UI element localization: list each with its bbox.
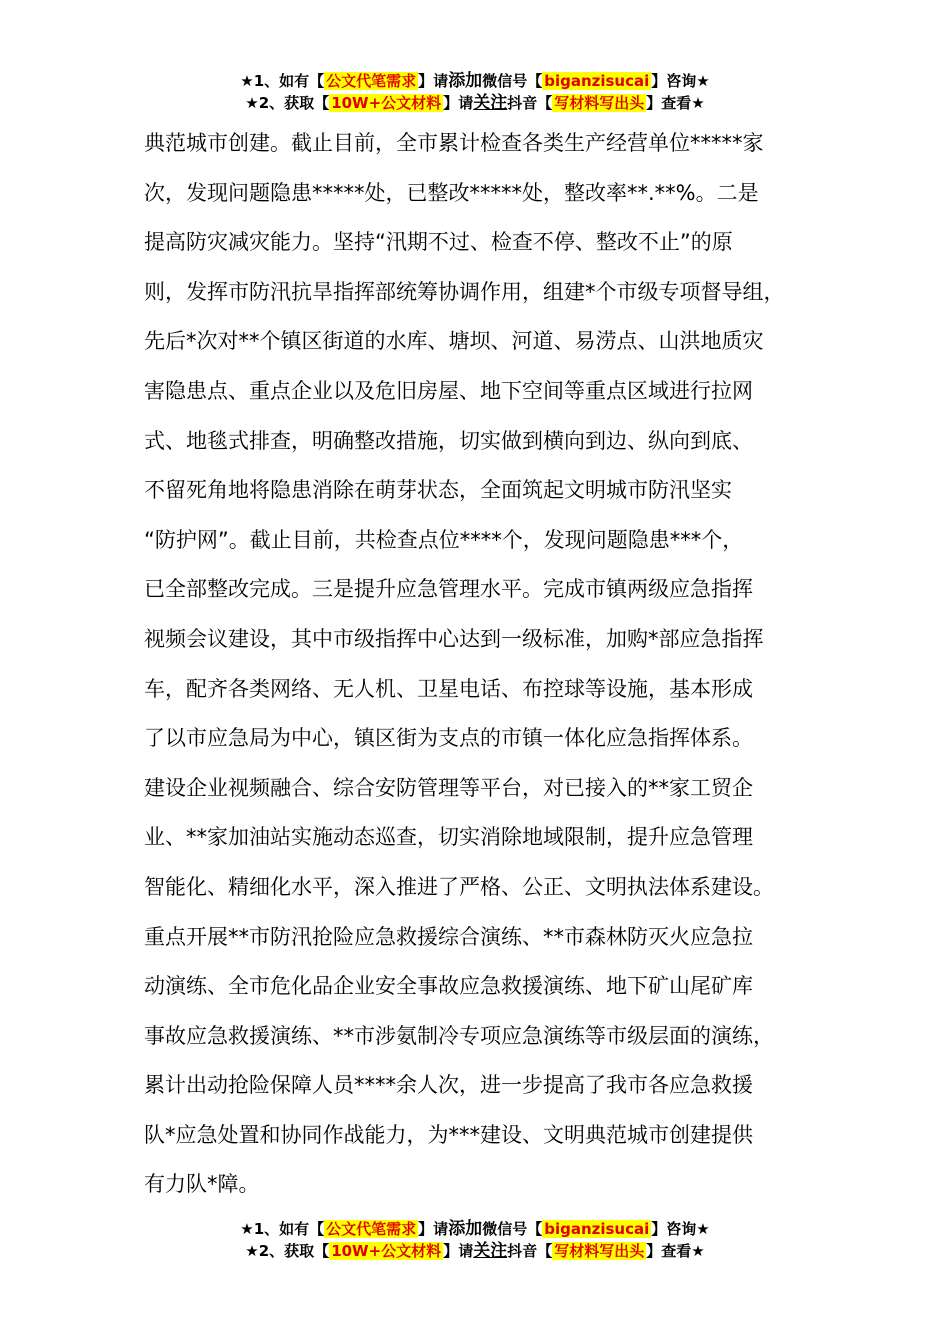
document-body <box>144 119 824 1210</box>
text-line: 提高防灾减灾能力。坚持“汛期不过、检查不停、整改不止”的原 <box>144 230 733 255</box>
banner-line-2 <box>0 92 950 114</box>
text-line: 车，配齐各类网络、无人机、卫星电话、布控球等设施，基本形成 <box>144 676 753 701</box>
text-line: 典范城市创建。截止目前，全市累计检查各类生产经营单位*****家 <box>144 131 764 155</box>
footer-banner <box>0 1218 950 1262</box>
banner-text: 抖音【 <box>507 1242 553 1260</box>
text-line: 视频会议建设，其中市级指挥中心达到一级标准，加购*部应急指挥 <box>144 626 764 651</box>
banner-highlight: 公文代笔需求 <box>326 72 417 90</box>
banner-highlight: 10W+公文材料 <box>331 1242 442 1260</box>
banner-emphasis: 添加 <box>448 1219 483 1239</box>
banner-highlight: 写材料写出头 <box>554 94 645 112</box>
banner-line-1 <box>0 70 950 92</box>
banner-line-2 <box>0 1240 950 1262</box>
text-line: 建设企业视频融合、综合安防管理等平台，对已接入的**家工贸企 <box>144 775 753 800</box>
banner-text: ★2、获取【 <box>245 1242 330 1260</box>
banner-text: ★1、如有【 <box>240 1220 325 1238</box>
banner-text: 】查看★ <box>646 94 705 112</box>
text-line: 则，发挥市防汛抗旱指挥部统筹协调作用，组建*个市级专项督导组， <box>144 279 785 304</box>
banner-text: 】查看★ <box>646 1242 705 1260</box>
text-line: 重点开展**市防汛抢险应急救援综合演练、**市森林防灭火应急拉 <box>144 924 753 949</box>
banner-text: ★2、获取【 <box>245 94 330 112</box>
text-line: 累计出动抢险保障人员****余人次，进一步提高了我市各应急救援 <box>144 1073 753 1098</box>
text-line: 害隐患点、重点企业以及危旧房屋、地下空间等重点区域进行拉网 <box>144 378 753 403</box>
text-line: 已全部整改完成。三是提升应急管理水平。完成市镇两级应急指挥 <box>144 577 753 602</box>
banner-text: 】请 <box>418 72 449 90</box>
banner-emphasis: 关注 <box>473 1241 508 1261</box>
banner-highlight: 写材料写出头 <box>554 1242 645 1260</box>
banner-text: 】请 <box>443 1242 474 1260</box>
banner-emphasis: 关注 <box>473 93 508 113</box>
banner-highlight: biganzisucai <box>544 72 650 90</box>
banner-emphasis: 添加 <box>448 71 483 91</box>
text-line: 次，发现问题隐患*****处，已整改*****处，整改率**.**%。二是 <box>144 180 759 205</box>
text-line: 先后*次对**个镇区街道的水库、塘坝、河道、易涝点、山洪地质灾 <box>144 329 764 354</box>
banner-text: 微信号【 <box>482 1220 543 1238</box>
banner-text: 】请 <box>443 94 474 112</box>
banner-highlight: 公文代笔需求 <box>326 1220 417 1238</box>
banner-text: 】咨询★ <box>651 72 710 90</box>
banner-text: 】咨询★ <box>651 1220 710 1238</box>
banner-highlight: biganzisucai <box>544 1220 650 1238</box>
banner-text: ★1、如有【 <box>240 72 325 90</box>
text-line: 了以市应急局为中心，镇区街为支点的市镇一体化应急指挥体系。 <box>144 726 753 751</box>
banner-text: 】请 <box>418 1220 449 1238</box>
banner-text: 抖音【 <box>507 94 553 112</box>
banner-highlight: 10W+公文材料 <box>331 94 442 112</box>
header-banner <box>0 70 950 114</box>
text-line: 有力队*障。 <box>144 1172 260 1197</box>
banner-text: 微信号【 <box>482 72 543 90</box>
text-line: “防护网”。截止目前，共检查点位****个，发现问题隐患***个， <box>144 527 744 552</box>
text-line: 动演练、全市危化品企业安全事故应急救援演练、地下矿山尾矿库 <box>144 974 753 999</box>
text-line: 事故应急救援演练、**市涉氨制冷专项应急演练等市级层面的演练， <box>144 1023 774 1048</box>
text-line: 业、**家加油站实施动态巡查，切实消除地域限制，提升应急管理 <box>144 825 753 850</box>
text-line: 队*应急处置和协同作战能力，为***建设、文明典范城市创建提供 <box>144 1122 753 1147</box>
text-line: 式、地毯式排查，明确整改措施，切实做到横向到边、纵向到底、 <box>144 428 753 453</box>
text-line: 不留死角地将隐患消除在萌芽状态，全面筑起文明城市防汛坚实 <box>144 478 732 503</box>
text-line: 智能化、精细化水平，深入推进了严格、公正、文明执法体系建设。 <box>144 874 774 899</box>
banner-line-1 <box>0 1218 950 1240</box>
